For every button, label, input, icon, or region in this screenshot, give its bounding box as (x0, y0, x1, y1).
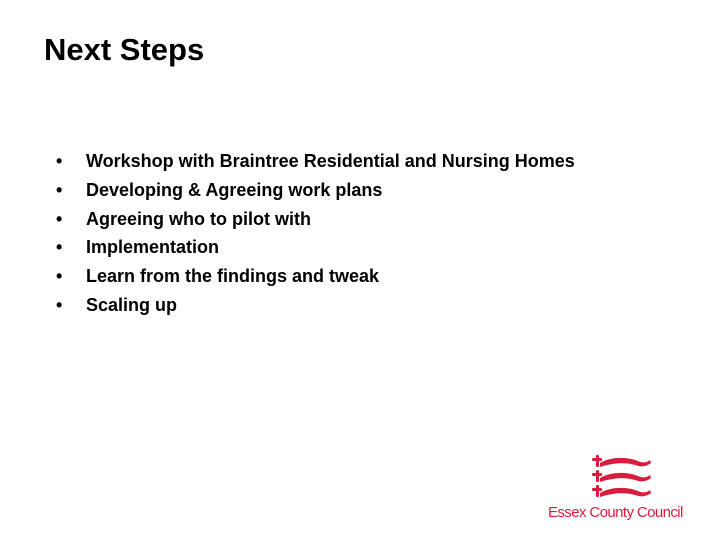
bullet-text: Workshop with Braintree Residential and Nursing Homes (86, 151, 575, 171)
logo-text: Essex County Council (548, 504, 683, 521)
bullet-text: Learn from the findings and tweak (86, 266, 380, 287)
bullet-icon: • (56, 266, 63, 287)
bullet-icon: • (56, 237, 63, 258)
bullet-icon: • (56, 151, 63, 171)
bullet-text: Scaling up (86, 294, 178, 315)
bullet-text: Implementation (86, 237, 220, 258)
bullet-text: Developing & Agreeing work plans (86, 179, 383, 200)
bullet-text: Agreeing who to pilot with (86, 208, 311, 229)
slide-title: Next Steps (44, 32, 205, 67)
bullet-icon: • (56, 179, 63, 200)
essex-county-council-logo (548, 452, 694, 524)
bullet-icon: • (56, 208, 63, 229)
three-seaxes-icon (590, 452, 654, 502)
bullet-icon: • (56, 294, 63, 315)
